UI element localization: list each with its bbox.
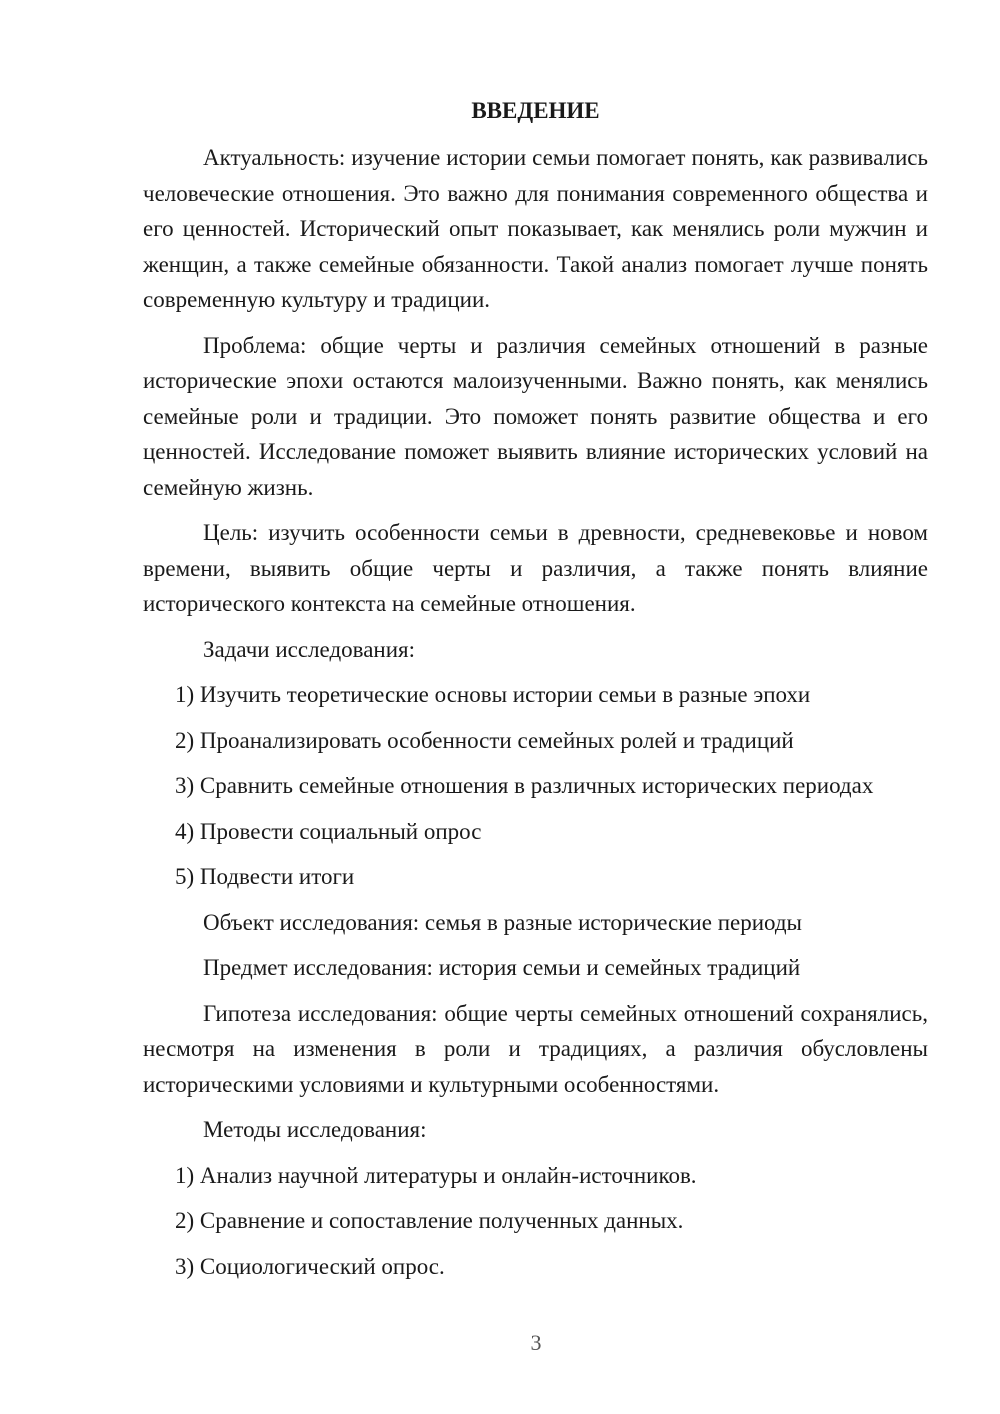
- methods-title: Методы исследования:: [203, 1117, 427, 1142]
- goal-paragraph: Цель: изучить особенности семьи в древности, средневековье и новом времени, выявить общие черты и различия, а также понять влияние исторического контекста на семейные отношения.: [143, 520, 928, 616]
- task-item-4: 4) Провести социальный опрос: [175, 818, 482, 844]
- tasks-title: Задачи исследования:: [203, 636, 416, 662]
- method-item-2: 2) Сравнение и сопоставление полученных данных.: [175, 1208, 684, 1233]
- task-item-1: 1) Изучить теоретические основы истории семьи в разные эпохи: [175, 682, 811, 707]
- task-item-5: 5) Подвести итоги: [175, 864, 355, 889]
- method-item-1: 1) Анализ научной литературы и онлайн-источников.: [175, 1162, 697, 1188]
- hypothesis-paragraph: Гипотеза исследования: общие черты семейных отношений сохранялись, несмотря на изменения в роли и традициях, а различия обусловлены историческими условиями и культурными особенностями.: [143, 1000, 928, 1097]
- problem-paragraph: Проблема: общие черты и различия семейных отношений в разные исторические эпохи остаются малоизученными. Важно понять, как менялись семейные роли и традиции. Это поможет понять развитие общества и его ценностей. Исследование поможет выявить влияние исторических условий на семейную жизнь.: [143, 332, 928, 500]
- research-object: Объект исследования: семья в разные исторические периоды: [203, 909, 803, 935]
- method-item-3: 3) Социологический опрос.: [175, 1253, 445, 1279]
- task-item-2: 2) Проанализировать особенности семейных ролей и традиций: [175, 727, 794, 753]
- page-heading: ВВЕДЕНИЕ: [471, 98, 600, 123]
- task-item-3: 3) Сравнить семейные отношения в различных исторических периодах: [175, 773, 874, 798]
- document-page: [143, 92, 928, 1294]
- relevance-paragraph: Актуальность: изучение истории семьи помогает понять, как развивались человеческие отношения. Это важно для понимания современного общества и его ценностей. Исторический опыт показывает, как менялись роли мужчин и женщин, а также семейные обязанности. Такой анализ помогает лучше понять современную культуру и традиции.: [143, 145, 928, 312]
- page-number: 3: [530, 1330, 542, 1355]
- research-subject: Предмет исследования: история семьи и семейных традиций: [203, 955, 801, 980]
